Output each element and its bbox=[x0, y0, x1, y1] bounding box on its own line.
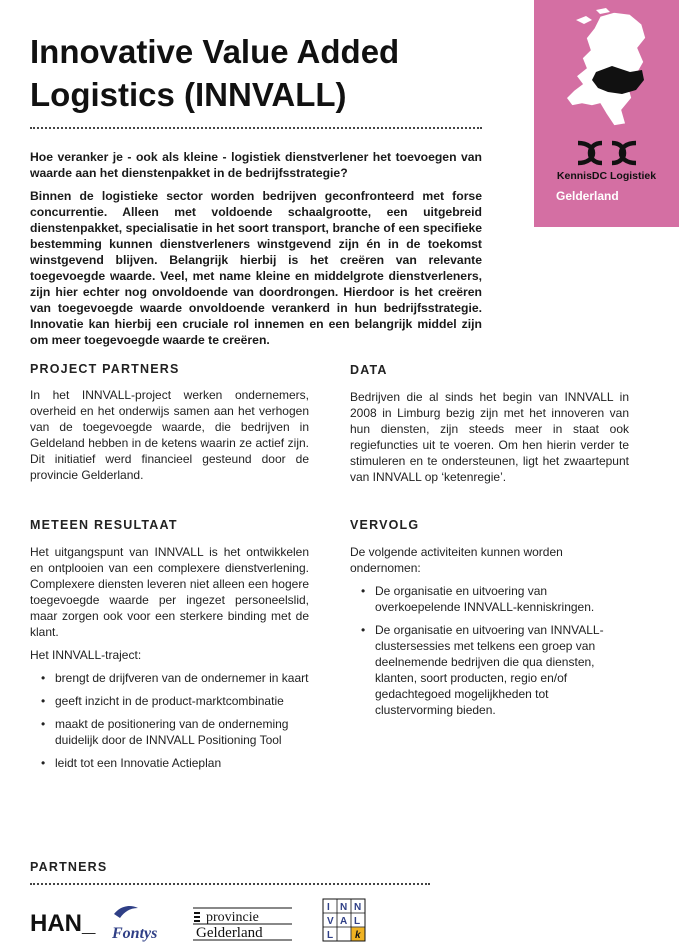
svg-text:V: V bbox=[327, 916, 334, 927]
svg-text:N: N bbox=[340, 902, 348, 913]
list-item: • geeft inzicht in de product-marktcombinatie bbox=[41, 694, 284, 708]
list-item: • De organisatie en uitvoering van overkoepelende INNVALL-kenniskringen. bbox=[361, 584, 595, 614]
list-item: • De organisatie en uitvoering van INNVALL-clustersessies met telkens een groep van deelnemende bedrijven die qua diensten, klanten, soort producten, regio en/of gedachtegoed mogelijkheden tot clustervorming bieden. bbox=[361, 623, 604, 717]
bullet-icon: • bbox=[41, 694, 46, 708]
list-item: • maakt de positionering van de onderneming duidelijk door de INNVALL Positioning Tool bbox=[41, 717, 289, 747]
bullet-icon: • bbox=[41, 671, 46, 685]
bullet-icon: • bbox=[361, 584, 366, 598]
svg-text:A: A bbox=[340, 916, 348, 927]
project-partners-paragraph: In het INNVALL-project werken ondernemers, overheid en het onderwijs samen aan het verhogen van de toegevoegde waarde, die bedrijven in Geldeland hebben in de ketens waarin ze actief zijn. Dit initiatief werd financieel gesteund door de provincie Gelderland. bbox=[30, 388, 309, 482]
svg-text:N: N bbox=[354, 902, 362, 913]
vervolg-paragraph: De volgende activiteiten kunnen worden ondernomen: bbox=[350, 545, 563, 575]
partner-logos bbox=[30, 898, 450, 943]
svg-text:L: L bbox=[327, 930, 334, 941]
partners-heading: PARTNERS bbox=[30, 860, 108, 874]
traject-intro: Het INNVALL-traject: bbox=[30, 648, 142, 662]
meteen-resultaat-heading: METEEN RESULTAAT bbox=[30, 518, 178, 532]
intro-body: Binnen de logistieke sector worden bedrijven geconfronteerd met forse concurrentie. Alleen met voldoende schaalgrootte, een uitgebreid dienstenpakket, specialisatie in het soort transport, branche of een specifieke bestemming kunnen dienstverleners winstgevend zijn én in de toekomst winstgevend blijven. Belangrijk hierbij is het creëren van relevante toegevoegde waarde. Veel, met name kleine en middelgrote dienstverleners, zijn hier echter nog onvoldoende van doordrongen. Hierdoor is het creëren van toegevoegde waarde onvoldoende verankerd in hun bedrijfsstrategie. Innovatie kan hierbij een cruciale rol innemen en een belangrijk middel zijn om meer toegevoegde waarde te creëren. bbox=[30, 189, 482, 347]
title-line-1: Innovative Value Added bbox=[30, 33, 400, 70]
partners-divider bbox=[30, 883, 430, 885]
intro-block bbox=[30, 149, 482, 355]
list-item: • brengt de drijfveren van de ondernemer in kaart bbox=[41, 671, 309, 685]
bullet-icon: • bbox=[361, 623, 366, 637]
netherlands-map-icon bbox=[556, 6, 656, 131]
gelderland-text: Gelderland bbox=[196, 925, 263, 941]
kennisdc-name: KennisDC Logistiek bbox=[556, 170, 657, 182]
fontys-logo: Fontys bbox=[112, 925, 158, 942]
vervolg-list bbox=[350, 583, 629, 718]
provincie-text: provincie bbox=[206, 910, 259, 925]
page-title bbox=[30, 30, 510, 116]
meteen-resultaat-text bbox=[30, 544, 309, 778]
project-partners-heading: PROJECT PARTNERS bbox=[30, 362, 180, 376]
bullet-icon: • bbox=[41, 717, 46, 731]
bullet-icon: • bbox=[41, 756, 46, 770]
data-text bbox=[350, 389, 629, 492]
title-line-2: Logistics (INNVALL) bbox=[30, 76, 347, 113]
list-item: • leidt tot een Innovatie Actieplan bbox=[41, 756, 222, 770]
kennisdc-logo-icon bbox=[572, 139, 642, 167]
fontys-swoosh-icon bbox=[114, 906, 138, 918]
kennisdc-region: Gelderland bbox=[556, 189, 619, 203]
innvall-logo bbox=[323, 899, 365, 941]
title-divider bbox=[30, 127, 482, 129]
svg-text:I: I bbox=[327, 902, 330, 913]
kennisdc-badge bbox=[534, 0, 679, 227]
project-partners-text bbox=[30, 387, 309, 490]
data-paragraph: Bedrijven die al sinds het begin van INNVALL in 2008 in Limburg bezig zijn met het innoveren van hun diensten, zijn steeds meer in staat ook regiefuncties uit te voeren. Om hen hierin verder te stimuleren en te ondersteunen, ligt het zwaartepunt van INNVALL op ‘ketenregie’. bbox=[350, 390, 629, 484]
provincie-gelderland-logo bbox=[193, 908, 292, 941]
han-logo: HAN_ bbox=[30, 910, 96, 937]
vervolg-text bbox=[350, 544, 629, 725]
vervolg-heading: VERVOLG bbox=[350, 518, 420, 532]
data-heading: DATA bbox=[350, 363, 388, 377]
meteen-resultaat-paragraph: Het uitgangspunt van INNVALL is het ontwikkelen en ontplooien van een complexere dienstverlening. Complexere diensten leveren niet alleen een hogere toegevoegde waarde per ingezet personeelslid, maar zorgen ook voor een sterkere binding met de klant. bbox=[30, 545, 309, 639]
intro-question: Hoe veranker je - ook als kleine - logistiek dienstverlener het toevoegen van waarde aan het dienstenpakket in de bedrijfsstrategie? bbox=[30, 150, 482, 180]
traject-list bbox=[30, 670, 309, 771]
svg-text:k: k bbox=[355, 930, 361, 941]
svg-text:L: L bbox=[354, 916, 361, 927]
